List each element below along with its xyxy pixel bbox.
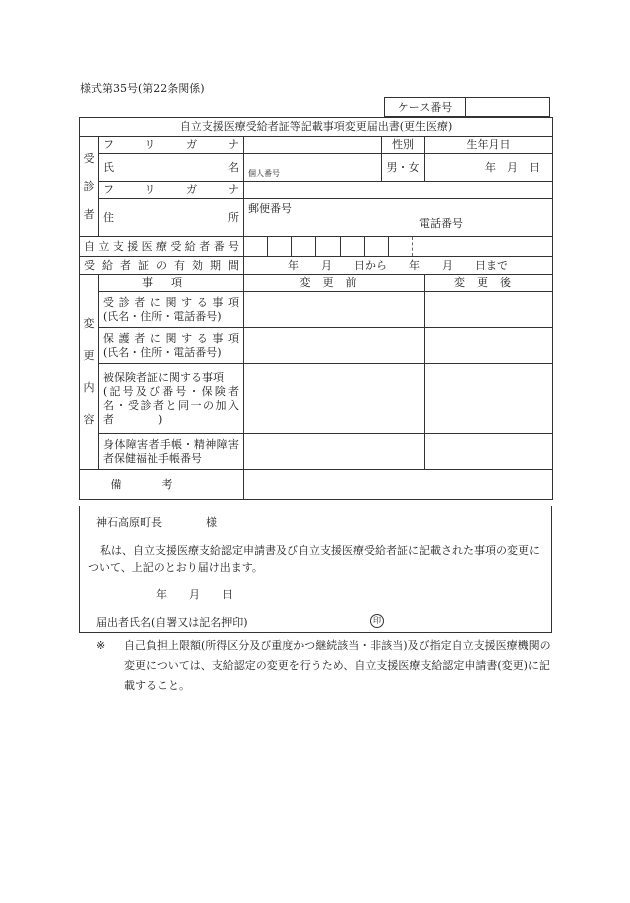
furigana-field[interactable]: [244, 137, 382, 154]
furigana-label: フリガナ: [99, 137, 244, 154]
after-patient[interactable]: [425, 292, 553, 328]
address-label: 住所: [99, 199, 244, 237]
item-insurance: 被保険者証に関する事項 (記号及び番号・保険者名・受診者と同一の加入者 ): [99, 364, 244, 434]
after-insurance[interactable]: [425, 364, 553, 434]
sex-options[interactable]: 男・女: [382, 154, 425, 182]
phone-label: 電話番号: [419, 217, 463, 230]
birthdate-field[interactable]: 年 月 日: [425, 154, 553, 182]
after-header: 変更後: [425, 275, 553, 292]
seal-icon: 印: [370, 614, 384, 628]
remarks-field[interactable]: [244, 470, 553, 500]
after-guardian[interactable]: [425, 328, 553, 364]
case-number-label: ケース番号: [385, 98, 466, 116]
form-title: 自立支援医療受給者証等記載事項変更届出書(更生医療): [80, 118, 553, 137]
sex-label: 性別: [382, 137, 425, 154]
addressee: 神石高原町長 様: [96, 516, 217, 529]
before-handbook[interactable]: [244, 434, 425, 470]
furigana-label-2: フリガナ: [99, 182, 244, 199]
patient-side-label: 受 診 者: [80, 137, 99, 237]
applicant-label: 届出者氏名(自署又は記名押印): [96, 616, 248, 629]
name-field[interactable]: [244, 154, 382, 182]
before-patient[interactable]: [244, 292, 425, 328]
case-number-box: [384, 97, 550, 117]
item-patient: 受診者に関する事項 (氏名・住所・電話番号): [99, 292, 244, 328]
name-label: 氏名: [99, 154, 244, 182]
item-handbook: 身体障害者手帳・精神障害者保健福祉手帳番号: [99, 434, 244, 470]
note-text: 自己負担上限額(所得区分及び重度かつ継続該当・非該当)及び指定自立支援医療機関の変更については、支給認定の変更を行うため、自立支援医療支給認定申請書(変更)に記載すること。: [124, 639, 551, 692]
after-handbook[interactable]: [425, 434, 553, 470]
address-field[interactable]: [244, 199, 553, 237]
declaration-text: 私は、自立支援医療支給認定申請書及び自立支援医療受給者証に記載された事項の変更について、上記のとおり届け出ます。: [88, 544, 540, 574]
form-number: 様式第35号(第22条関係): [80, 82, 205, 95]
individual-number-label: 個人番号: [248, 169, 280, 178]
form-table: [79, 117, 553, 500]
item-header: 事項: [99, 275, 244, 292]
change-side-label: 変 更 内 容: [80, 275, 99, 470]
declaration-date[interactable]: 年 月 日: [156, 588, 233, 601]
note-mark: ※: [96, 639, 106, 652]
birthdate-label: 生年月日: [425, 137, 553, 154]
declaration-area: [79, 506, 552, 633]
item-guardian: 保護者に関する事項 (氏名・住所・電話番号): [99, 328, 244, 364]
before-insurance[interactable]: [244, 364, 425, 434]
recipient-number-field[interactable]: [244, 237, 553, 257]
case-number-field[interactable]: [466, 98, 549, 116]
before-header: 変更前: [244, 275, 425, 292]
address-furigana-field[interactable]: [244, 182, 553, 199]
postal-label: 郵便番号: [248, 202, 292, 215]
validity-label: 受給者証の有効期間: [80, 257, 244, 275]
recipient-number-label: 自立支援医療受給者番号: [80, 237, 244, 257]
before-guardian[interactable]: [244, 328, 425, 364]
remarks-label: 備考: [80, 470, 244, 500]
validity-field[interactable]: 年 月 日から 年 月 日まで: [244, 257, 553, 275]
